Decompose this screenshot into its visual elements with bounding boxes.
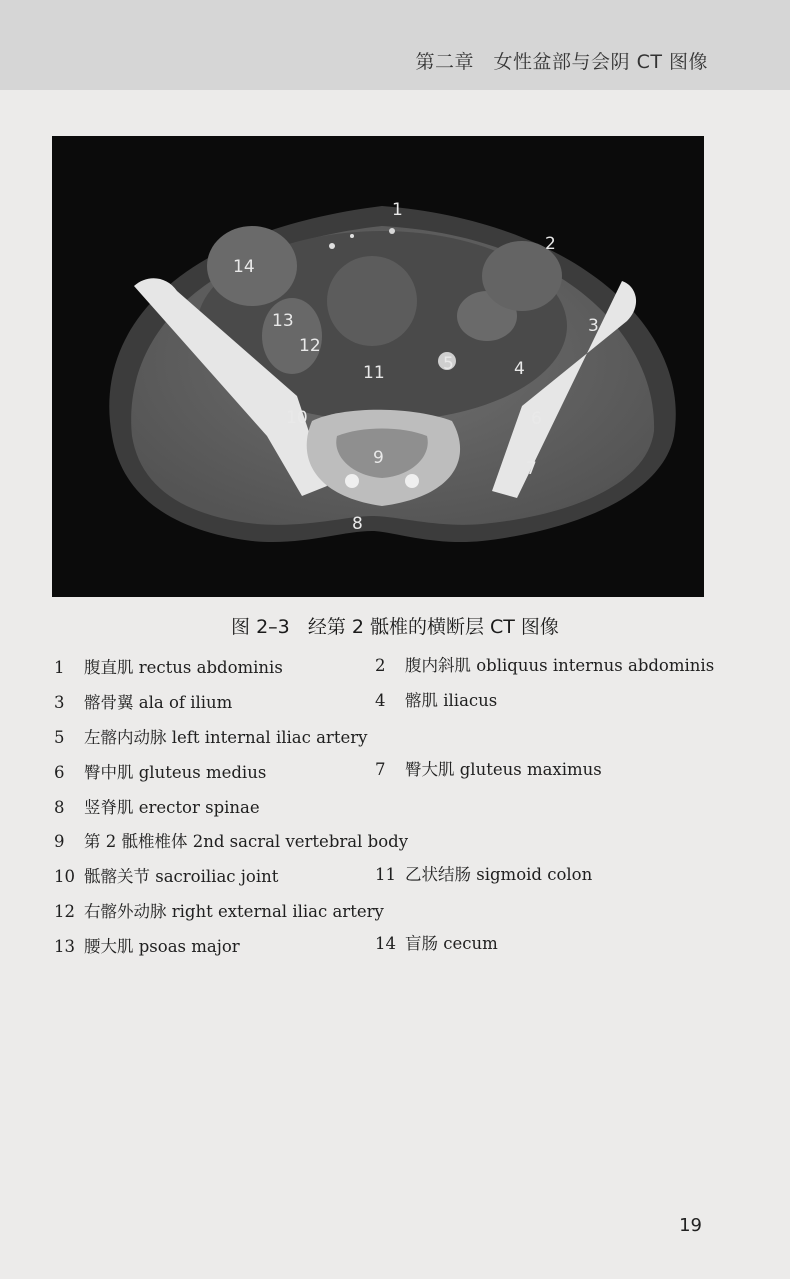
legend-item-7: 7 臀大肌 gluteus maximus bbox=[375, 760, 602, 779]
ct-label-6: 6 bbox=[531, 409, 542, 429]
legend-item-1: 1 腹直肌 rectus abdominis bbox=[54, 658, 283, 677]
page-number: 19 bbox=[679, 1215, 702, 1236]
ct-label-11: 11 bbox=[363, 363, 385, 383]
ct-label-14: 14 bbox=[233, 257, 255, 277]
ct-label-9: 9 bbox=[373, 448, 384, 468]
caption-text: 经第 2 骶椎的横断层 CT 图像 bbox=[307, 616, 559, 638]
legend-item-13: 13 腰大肌 psoas major bbox=[54, 937, 240, 956]
legend-item-11: 11 乙状结肠 sigmoid colon bbox=[375, 865, 593, 884]
ct-label-4: 4 bbox=[514, 359, 525, 379]
ct-label-1: 1 bbox=[392, 200, 403, 220]
legend-item-3: 3 髂骨翼 ala of ilium bbox=[54, 693, 233, 712]
ct-image bbox=[52, 136, 704, 597]
legend-item-14: 14 盲肠 cecum bbox=[375, 934, 498, 953]
legend-item-4: 4 髂肌 iliacus bbox=[375, 691, 498, 710]
ct-label-7: 7 bbox=[526, 459, 537, 479]
ct-label-12: 12 bbox=[299, 336, 321, 356]
ct-label-10: 10 bbox=[286, 408, 308, 428]
legend-item-5: 5 左髂内动脉 left internal iliac artery bbox=[54, 728, 368, 747]
ct-label-8: 8 bbox=[352, 514, 363, 534]
chapter-header: 第二章 女性盆部与会阴 CT 图像 bbox=[415, 51, 708, 73]
legend-item-9: 9 第 2 骶椎椎体 2nd sacral vertebral body bbox=[54, 832, 409, 851]
caption-number: 图 2–3 bbox=[231, 616, 290, 638]
ct-label-2: 2 bbox=[545, 234, 556, 254]
ct-label-3: 3 bbox=[588, 316, 599, 336]
legend-item-12: 12 右髂外动脉 right external iliac artery bbox=[54, 902, 384, 921]
legend-item-8: 8 竖脊肌 erector spinae bbox=[54, 798, 260, 817]
legend-item-6: 6 臀中肌 gluteus medius bbox=[54, 763, 267, 782]
legend-item-10: 10 骶髂关节 sacroiliac joint bbox=[54, 867, 279, 886]
ct-scan-illustration bbox=[52, 136, 704, 597]
ct-label-13: 13 bbox=[272, 311, 294, 331]
ct-label-5: 5 bbox=[443, 354, 454, 374]
figure-caption bbox=[0, 612, 790, 639]
legend-item-2: 2 腹内斜肌 obliquus internus abdominis bbox=[375, 656, 715, 675]
page-header-band bbox=[0, 0, 790, 90]
